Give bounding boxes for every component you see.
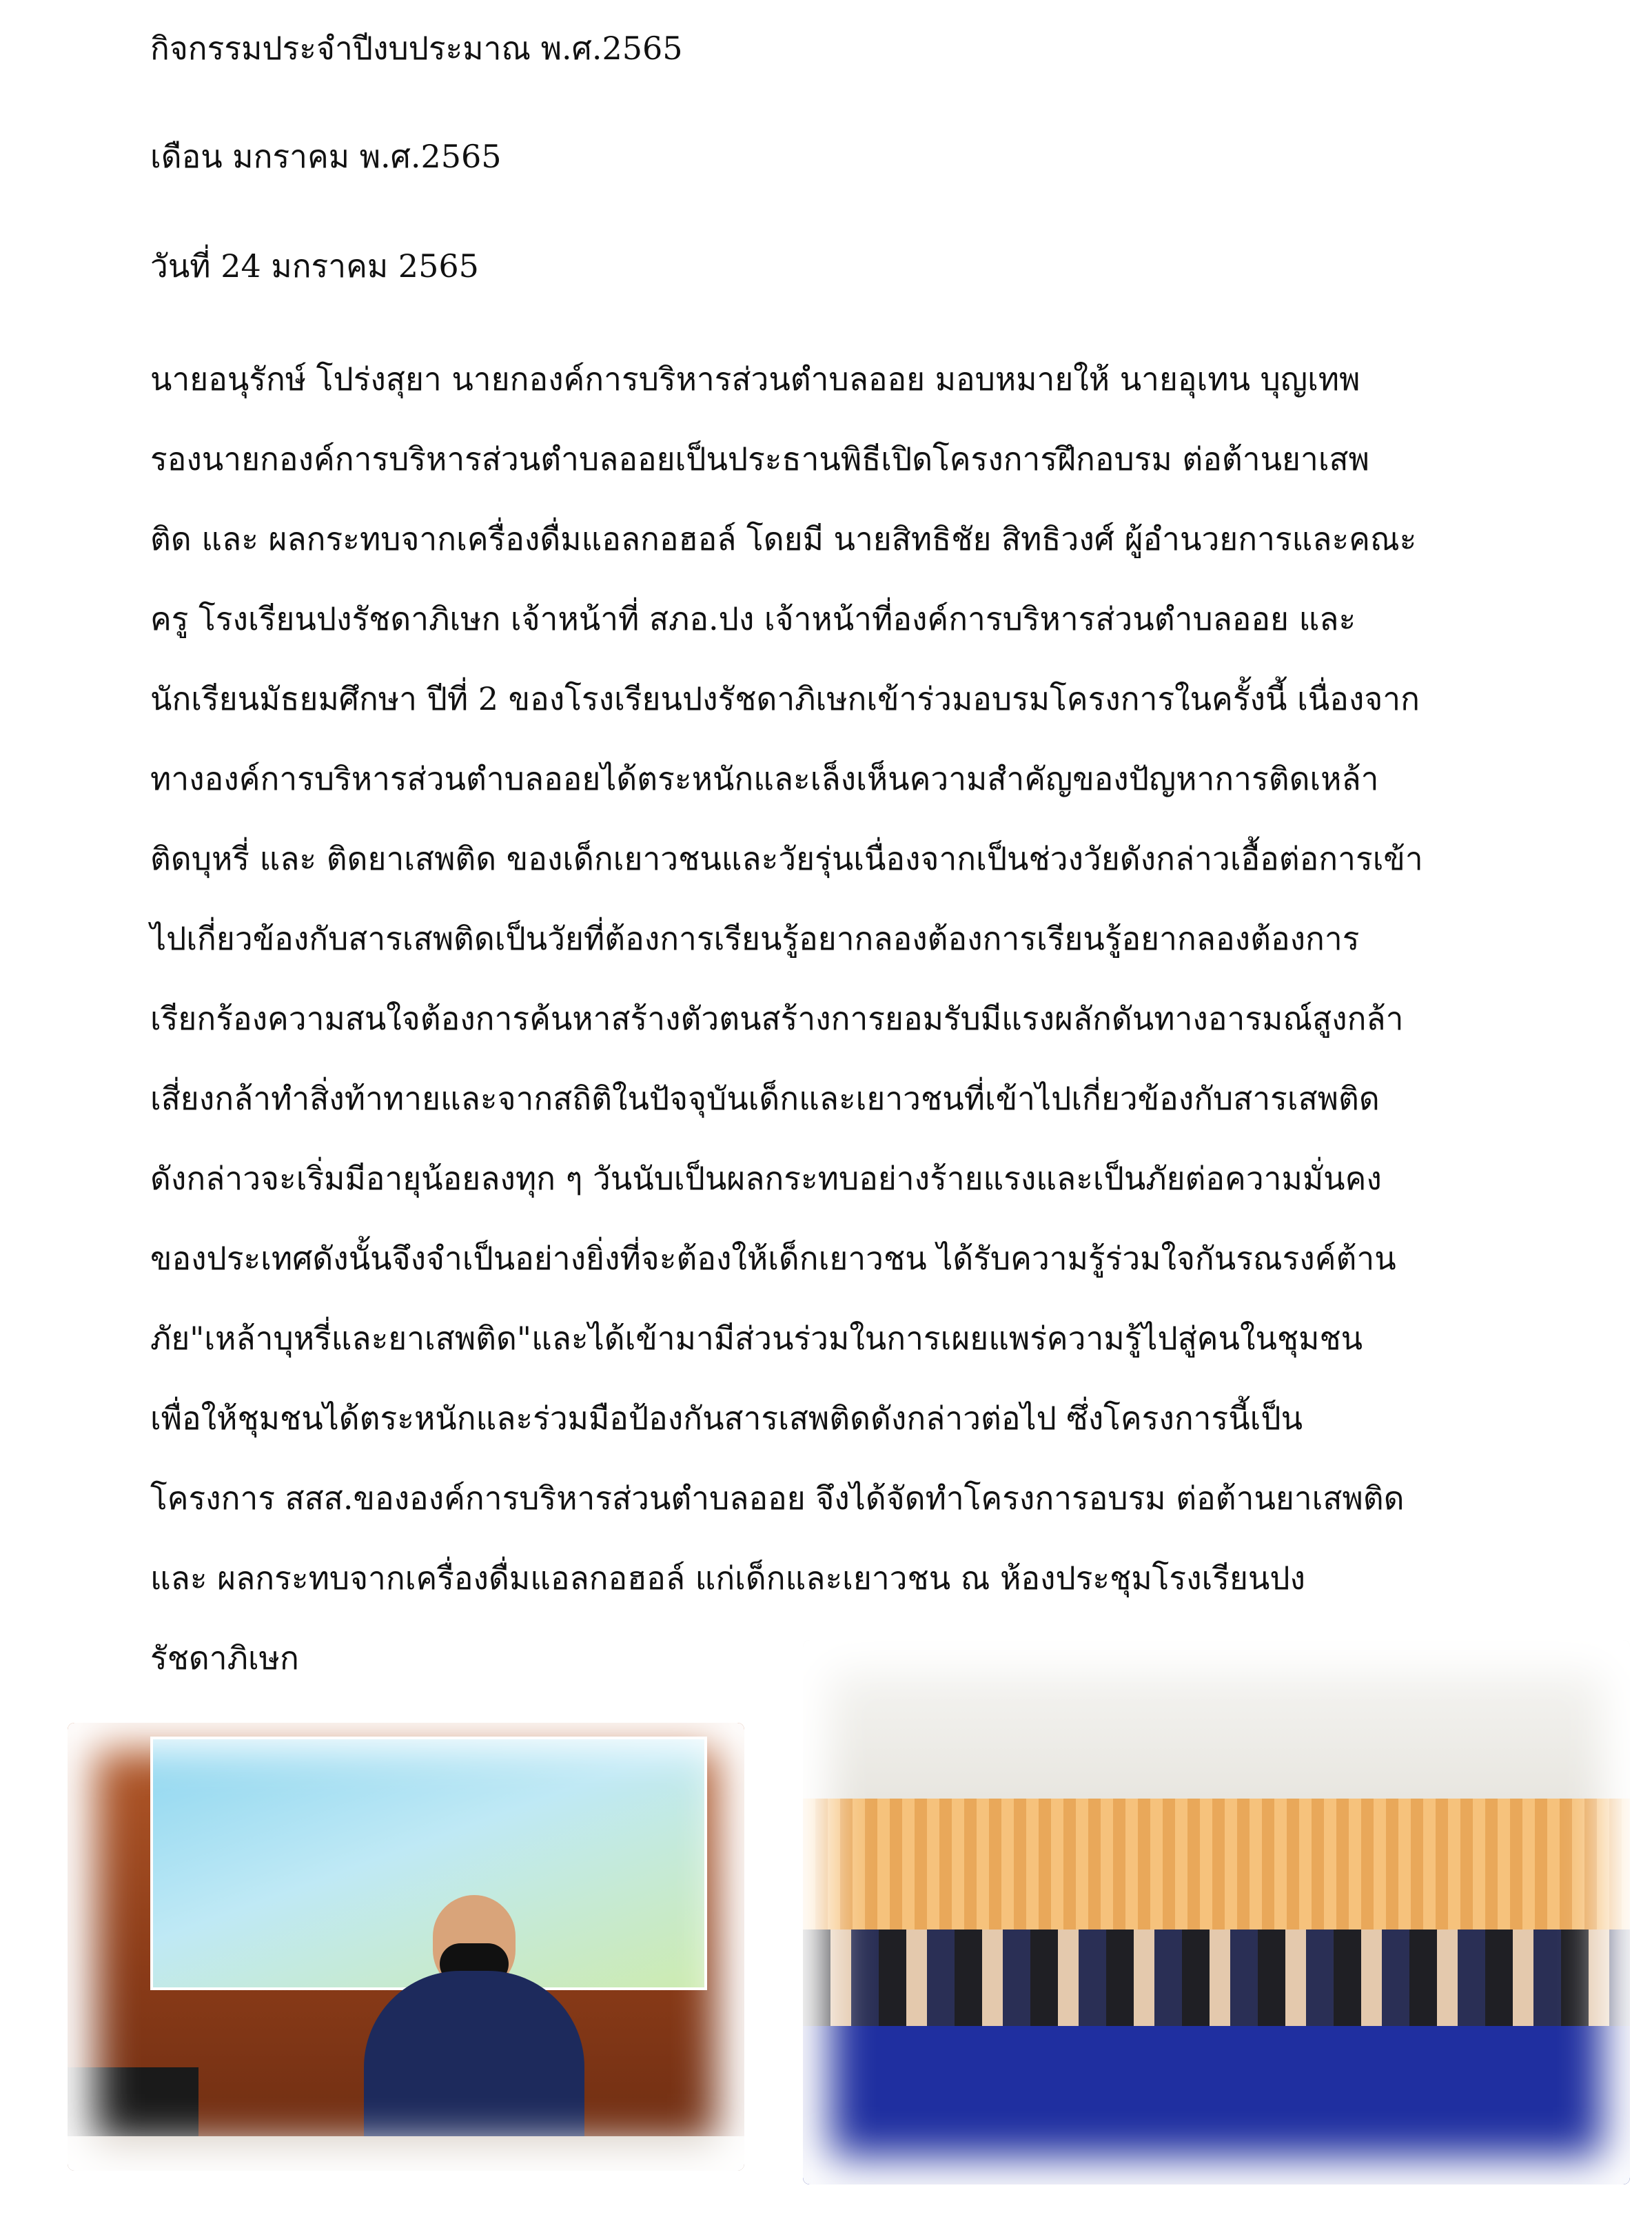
body-line: นายอนุรักษ์ โปร่งสุยา นายกองค์การบริหารส่วนตำบลออย มอบหมายให้ นายอุเทน บุญเทพ xyxy=(150,360,1360,398)
audience-photo xyxy=(803,1640,1630,2184)
body-line: เสี่ยงกล้าทำสิ่งท้าทายและจากสถิติในปัจจุบันเด็กและเยาวชนที่เข้าไปเกี่ยวข้องกับสารเสพติด xyxy=(150,1080,1380,1117)
body-line: ไปเกี่ยวข้องกับสารเสพติดเป็นวัยที่ต้องการเรียนรู้อยากลองต้องการเรียนรู้อยากลองต้องการ xyxy=(150,920,1360,957)
photo-vignette xyxy=(68,1723,744,2171)
body-line: เพื่อให้ชุมชนได้ตระหนักและร่วมมือป้องกันสารเสพติดดังกล่าวต่อไป ซึ่งโครงการนี้เป็น xyxy=(150,1400,1303,1437)
body-line: ครู โรงเรียนปงรัชดาภิเษก เจ้าหน้าที่ สภอ.ปง เจ้าหน้าที่องค์การบริหารส่วนตำบลออย และ xyxy=(150,600,1356,637)
body-line: นักเรียนมัธยมศึกษา ปีที่ 2 ของโรงเรียนปงรัชดาภิเษกเข้าร่วมอบรมโครงการในครั้งนี้ เนื่องจาก xyxy=(150,680,1420,717)
speaker-photo xyxy=(68,1723,744,2171)
body-line: ของประเทศดังนั้นจึงจำเป็นอย่างยิ่งที่จะต้องให้เด็กเยาวชน ได้รับความรู้ร่วมใจกันรณรงค์ต้าน xyxy=(150,1240,1396,1277)
body-line: รองนายกองค์การบริหารส่วนตำบลออยเป็นประธานพิธีเปิดโครงการฝึกอบรม ต่อต้านยาเสพ xyxy=(150,440,1369,478)
body-line: ดังกล่าวจะเริ่มมีอายุน้อยลงทุก ๆ วันนับเป็นผลกระทบอย่างร้ายแรงและเป็นภัยต่อความมั่นคง xyxy=(150,1160,1382,1197)
heading-date: วันที่ 24 มกราคม 2565 xyxy=(150,247,479,285)
body-line: โครงการ สสส.ขององค์การบริหารส่วนตำบลออย จึงได้จัดทำโครงการอบรม ต่อต้านยาเสพติด xyxy=(150,1480,1405,1517)
body-line: ติด และ ผลกระทบจากเครื่องดื่มแอลกอฮอล์ โดยมี นายสิทธิชัย สิทธิวงศ์ ผู้อำนวยการและคณะ xyxy=(150,520,1417,557)
body-line: ทางองค์การบริหารส่วนตำบลออยได้ตระหนักและเล็งเห็นความสำคัญของปัญหาการติดเหล้า xyxy=(150,760,1379,797)
body-line: ติดบุหรี่ และ ติดยาเสพติด ของเด็กเยาวชนและวัยรุ่นเนื่องจากเป็นช่วงวัยดังกล่าวเอื้อต่อการเข้า xyxy=(150,840,1423,877)
body-line: และ ผลกระทบจากเครื่องดื่มแอลกอฮอล์ แก่เด็กและเยาวชน ณ ห้องประชุมโรงเรียนปง xyxy=(150,1559,1306,1597)
heading-month: เดือน มกราคม พ.ศ.2565 xyxy=(150,138,502,175)
body-line: เรียกร้องความสนใจต้องการค้นหาสร้างตัวตนสร้างการยอมรับมีแรงผลักดันทางอารมณ์สูงกล้า xyxy=(150,1000,1404,1037)
body-line: ภัย"เหล้าบุหรี่และยาเสพติด"และได้เข้ามามีส่วนร่วมในการเผยแพร่ความรู้ไปสู่คนในชุมชน xyxy=(150,1320,1363,1357)
heading-activity: กิจกรรมประจำปีงบประมาณ พ.ศ.2565 xyxy=(150,30,683,67)
body-line: รัชดาภิเษก xyxy=(150,1639,299,1677)
photo-vignette xyxy=(803,1640,1630,2184)
